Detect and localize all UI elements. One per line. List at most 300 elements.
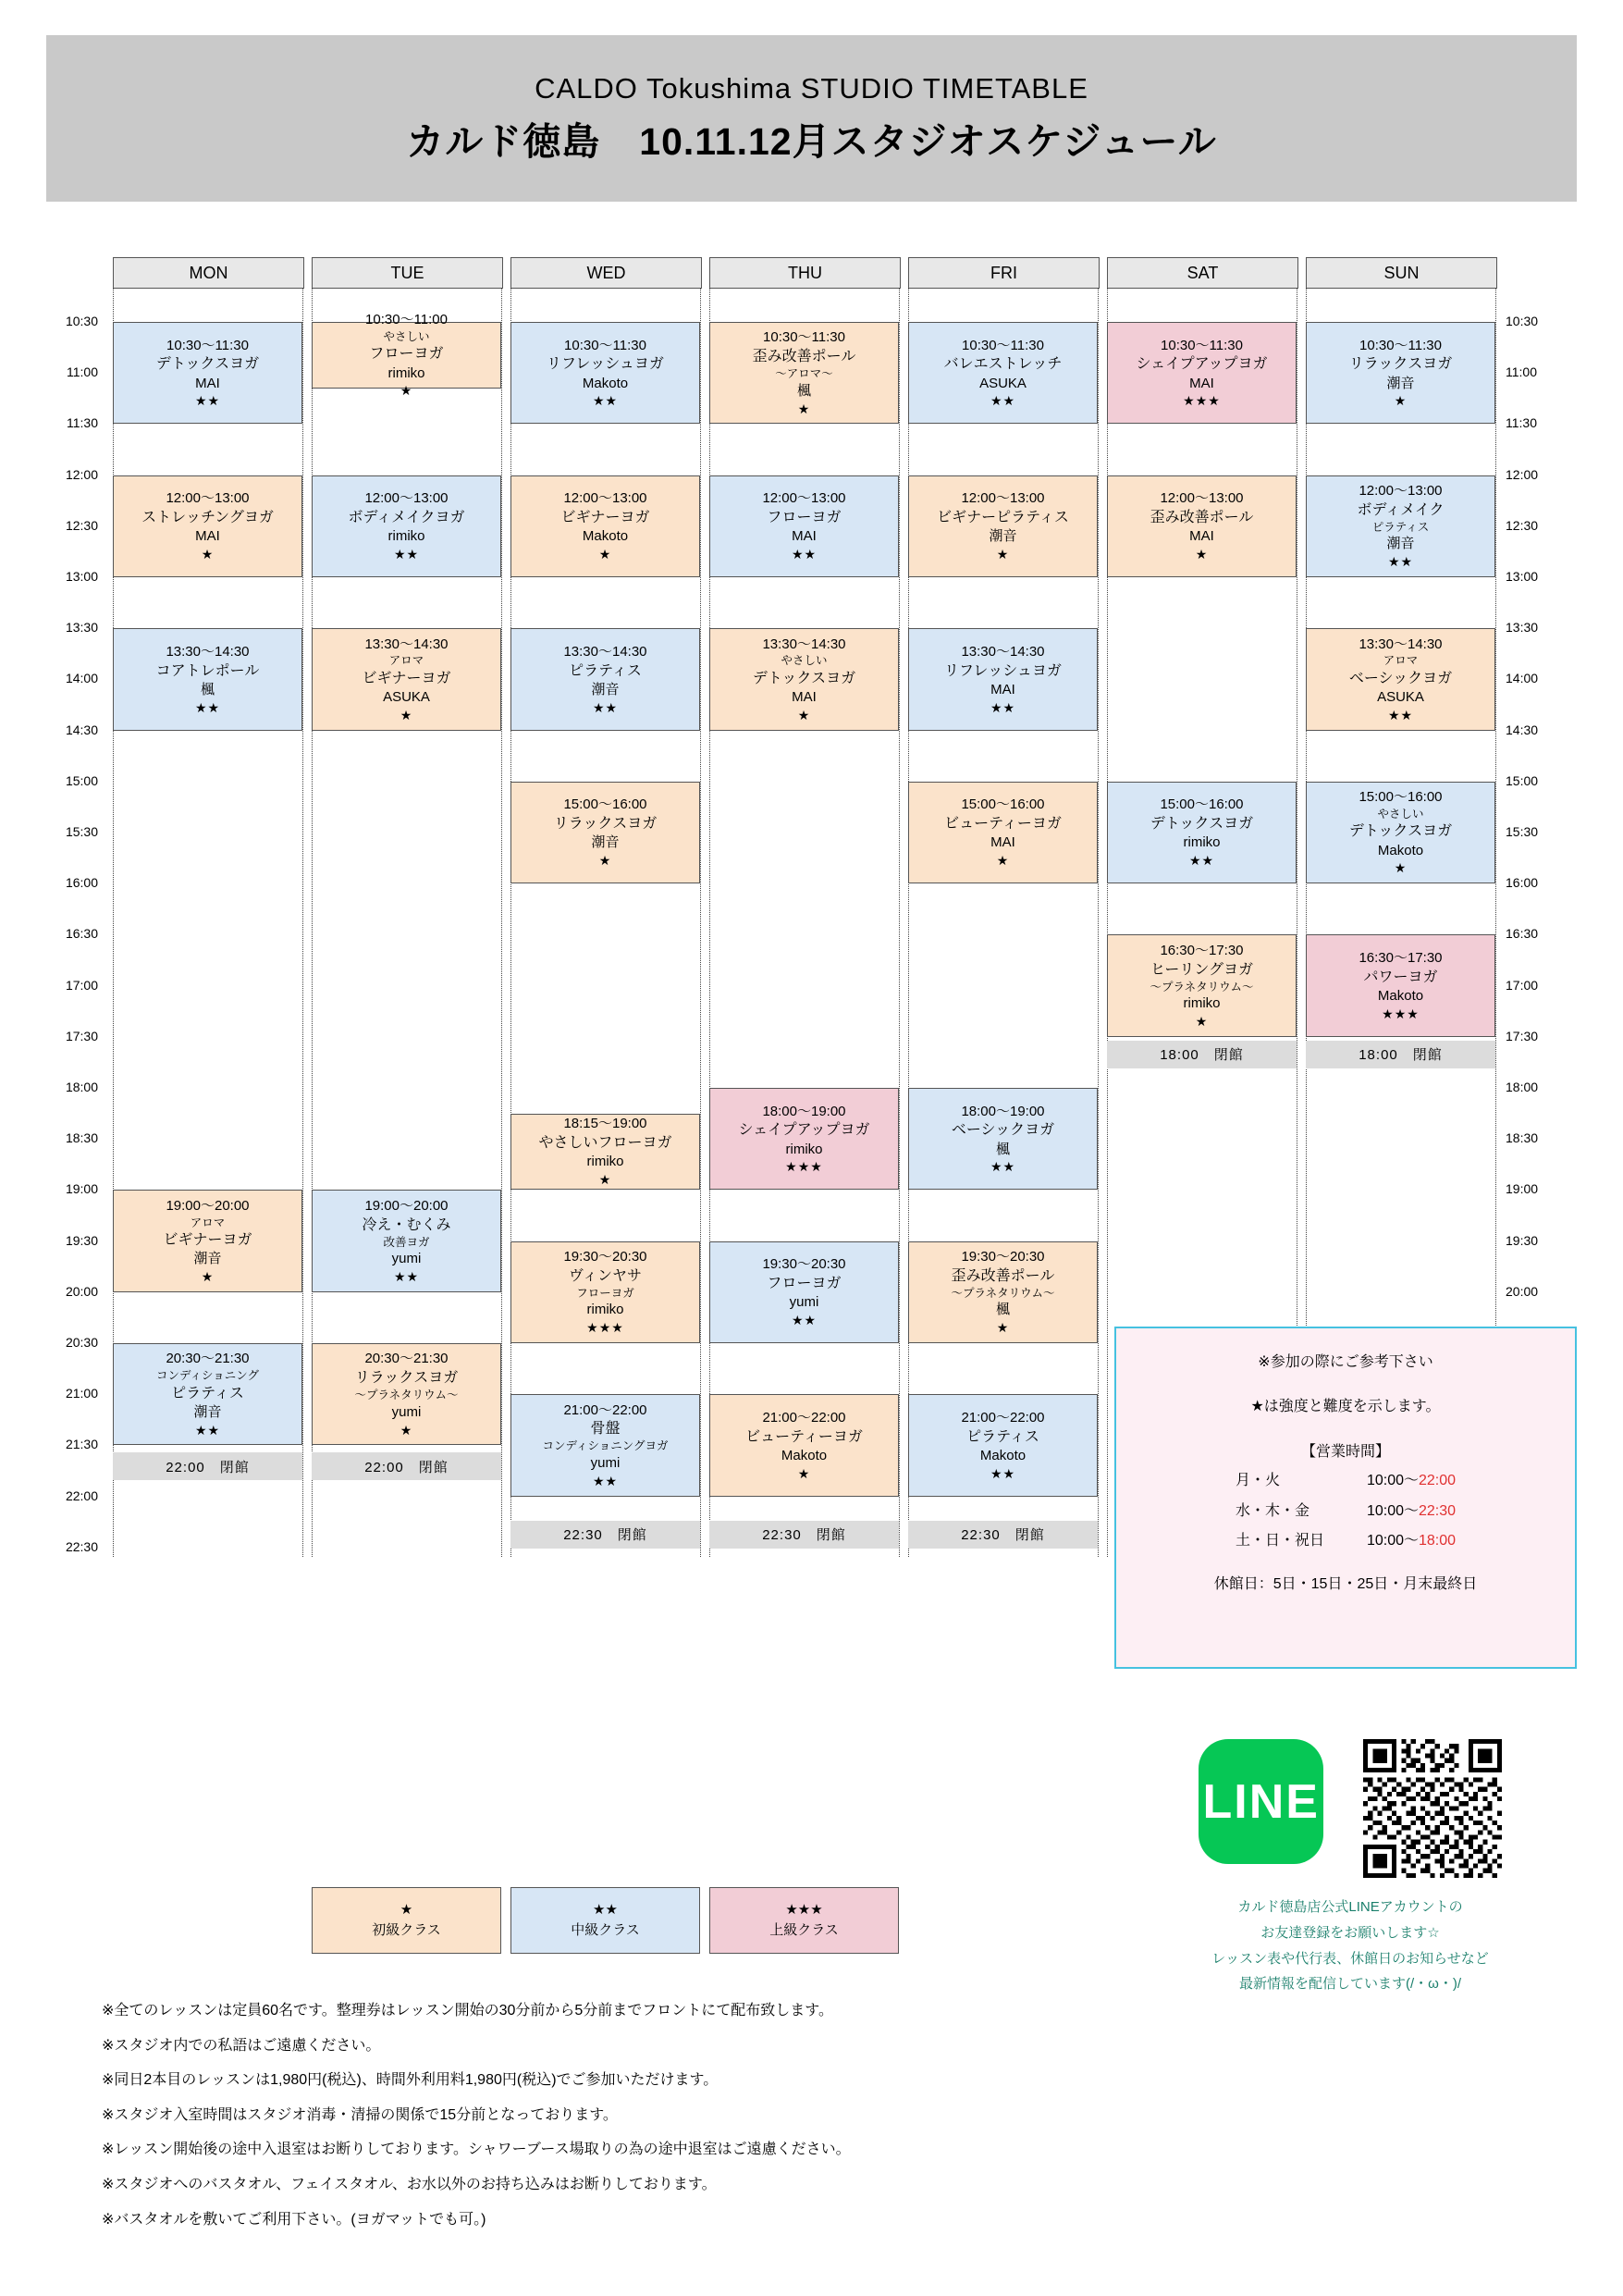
lesson-level-stars: ★★★ bbox=[1382, 1006, 1420, 1021]
lesson-instructor: 楓 bbox=[200, 681, 215, 697]
time-label-right-2000: 20:00 bbox=[1506, 1283, 1539, 1299]
lesson-name: ベーシックヨガ bbox=[951, 1122, 1055, 1139]
line-text-1: お友達登録をお願いします☆ bbox=[1260, 1924, 1440, 1941]
lesson-name: 歪み改善ポール bbox=[1150, 510, 1254, 525]
lesson-instructor: MAI bbox=[990, 834, 1015, 851]
lesson-instructor: rimiko bbox=[586, 1154, 624, 1170]
lesson-time: 10:30～11:30 bbox=[1359, 337, 1442, 353]
hours-close-1: 22:30 bbox=[1419, 1502, 1457, 1519]
time-label-left-2030: 20:30 bbox=[65, 1335, 98, 1350]
lesson-instructor: MAI bbox=[792, 528, 817, 545]
time-label-right-1430: 14:30 bbox=[1506, 722, 1539, 737]
lesson-time: 15:00～16:00 bbox=[563, 796, 647, 813]
time-label-right-1830: 18:30 bbox=[1506, 1130, 1539, 1146]
time-label-left-1400: 14:00 bbox=[65, 671, 98, 686]
note-6: ※バスタオルを敷いてご利用下さい。(ヨガマットでも可。) bbox=[102, 2211, 486, 2228]
legend-stars: ★★★ bbox=[785, 1901, 823, 1918]
time-label-left-1930: 19:30 bbox=[65, 1232, 98, 1248]
lesson-name: パワーヨガ bbox=[1363, 969, 1438, 985]
lesson-level-stars: ★ bbox=[400, 1422, 413, 1438]
lesson-time: 12:00～13:00 bbox=[961, 490, 1045, 507]
lesson-level-stars: ★ bbox=[1394, 860, 1408, 876]
lesson-instructor: MAI bbox=[1189, 528, 1214, 545]
lesson-cell[interactable] bbox=[908, 1394, 1098, 1496]
lesson-name: フローヨガ bbox=[369, 346, 444, 363]
time-label-left-2230: 22:30 bbox=[65, 1538, 98, 1554]
lesson-cell[interactable] bbox=[510, 1241, 700, 1343]
lesson-instructor: Makoto bbox=[1377, 987, 1424, 1004]
legend-label: 中級クラス bbox=[571, 1922, 640, 1938]
lesson-name: バレエストレッチ bbox=[943, 356, 1063, 373]
business-hours-table bbox=[1230, 1466, 1461, 1556]
closing-time-bar: 22:30 閉館 bbox=[908, 1521, 1098, 1549]
lesson-cell[interactable] bbox=[709, 1088, 899, 1190]
lesson-instructor: MAI bbox=[990, 681, 1015, 697]
lesson-time: 10:30～11:30 bbox=[166, 337, 249, 353]
column-divider bbox=[302, 289, 303, 1557]
legend-label: 初級クラス bbox=[372, 1922, 441, 1938]
lesson-name: デトックスヨガ bbox=[155, 356, 260, 373]
closing-time-bar: 18:00 閉館 bbox=[1107, 1041, 1297, 1068]
time-label-right-1530: 15:30 bbox=[1506, 824, 1539, 839]
closing-time-bar: 18:00 閉館 bbox=[1306, 1041, 1495, 1068]
lesson-name: やさしいフローヨガ bbox=[538, 1135, 672, 1152]
legend-item bbox=[312, 1887, 501, 1954]
column-divider bbox=[501, 289, 502, 1557]
info-box bbox=[1114, 1327, 1577, 1669]
time-label-right-1930: 19:30 bbox=[1506, 1232, 1539, 1248]
hours-close-2: 18:00 bbox=[1419, 1532, 1457, 1549]
lesson-instructor: yumi bbox=[590, 1454, 621, 1471]
lesson-instructor: yumi bbox=[391, 1403, 422, 1420]
lesson-time: 10:30～11:30 bbox=[564, 337, 646, 353]
lesson-cell[interactable] bbox=[312, 628, 501, 730]
lesson-time: 15:00～16:00 bbox=[961, 796, 1045, 813]
lesson-cell[interactable] bbox=[510, 782, 700, 883]
time-label-left-1800: 18:00 bbox=[65, 1080, 98, 1094]
time-label-left-1100: 11:00 bbox=[67, 364, 98, 380]
hours-open-2: 10:00～ bbox=[1366, 1532, 1419, 1549]
time-label-right-1500: 15:00 bbox=[1506, 772, 1539, 788]
closing-time-bar: 22:00 閉館 bbox=[312, 1452, 501, 1480]
lesson-name: 歪み改善ポール bbox=[752, 349, 856, 365]
time-label-left-2130: 21:30 bbox=[65, 1437, 98, 1452]
lesson-time: 13:30～14:30 bbox=[1359, 636, 1443, 652]
lesson-name: ヴィンヤサ bbox=[568, 1267, 643, 1284]
time-label-right-1400: 14:00 bbox=[1506, 671, 1539, 686]
lesson-cell[interactable] bbox=[510, 322, 700, 424]
lesson-name: コアトレポール bbox=[155, 662, 260, 679]
lesson-name: 骨盤 bbox=[590, 1421, 621, 1438]
lesson-level-stars: ★ bbox=[400, 707, 413, 722]
time-label-right-1230: 12:30 bbox=[1506, 517, 1539, 533]
lesson-instructor: rimiko bbox=[387, 364, 425, 381]
time-label-left-1700: 17:00 bbox=[65, 977, 98, 993]
lesson-level-stars: ★★ bbox=[990, 1465, 1016, 1481]
time-label-left-2000: 20:00 bbox=[65, 1283, 98, 1299]
lesson-level-stars: ★ bbox=[201, 546, 215, 562]
lesson-instructor: MAI bbox=[195, 375, 220, 391]
lesson-name: リフレッシュヨガ bbox=[547, 356, 664, 373]
lesson-level-stars: ★★ bbox=[1387, 554, 1414, 570]
lesson-level-stars: ★★ bbox=[393, 546, 420, 562]
lesson-name: リラックスヨガ bbox=[354, 1370, 459, 1387]
lesson-cell[interactable] bbox=[908, 628, 1098, 730]
note-4: ※レッスン開始後の途中入退室はお断りしております。シャワーブース場取りの為の途中退室はご遠慮ください。 bbox=[102, 2142, 851, 2158]
time-label-left-1530: 15:30 bbox=[65, 824, 98, 839]
lesson-name: ビギナーヨガ bbox=[560, 510, 650, 525]
lesson-instructor: 楓 bbox=[796, 382, 811, 399]
lesson-cell[interactable] bbox=[312, 475, 501, 577]
lesson-subtitle: アロマ bbox=[388, 654, 424, 668]
lesson-name: シェイプアップヨガ bbox=[1136, 356, 1268, 373]
time-label-right-1630: 16:30 bbox=[1506, 926, 1539, 942]
note-0: ※全てのレッスンは定員60名です。整理券はレッスン開始の30分前から5分前までフロントにて配布致します。 bbox=[102, 2003, 834, 2018]
lesson-subtitle-2: フローヨガ bbox=[576, 1286, 634, 1300]
lesson-time: 13:30～14:30 bbox=[364, 636, 449, 652]
lesson-level-stars: ★★ bbox=[194, 699, 221, 715]
lesson-level-stars: ★★ bbox=[1387, 707, 1414, 722]
lesson-time: 15:00～16:00 bbox=[1359, 789, 1443, 806]
lesson-cell[interactable] bbox=[709, 322, 899, 424]
lesson-time: 12:00～13:00 bbox=[762, 490, 846, 507]
lesson-subtitle: コンディショニング bbox=[155, 1369, 259, 1383]
time-label-left-1500: 15:00 bbox=[65, 772, 98, 788]
lesson-time: 12:00～13:00 bbox=[1160, 490, 1244, 507]
lesson-subtitle-2: ピラティス bbox=[1371, 520, 1430, 534]
lesson-subtitle: アロマ bbox=[1383, 654, 1419, 668]
column-divider bbox=[899, 289, 900, 1557]
lesson-instructor: 潮音 bbox=[193, 1403, 222, 1420]
lesson-time: 10:30～11:30 bbox=[1161, 337, 1243, 353]
lesson-level-stars: ★ bbox=[1195, 546, 1209, 562]
time-label-right-1730: 17:30 bbox=[1506, 1028, 1539, 1043]
lesson-level-stars: ★ bbox=[598, 853, 612, 869]
hours-open-1: 10:00～ bbox=[1366, 1502, 1419, 1519]
lesson-cell[interactable] bbox=[113, 1190, 302, 1291]
lesson-time: 19:30～20:30 bbox=[762, 1256, 846, 1273]
lesson-name: デトックスヨガ bbox=[752, 670, 856, 686]
lesson-cell[interactable] bbox=[510, 1394, 700, 1496]
lesson-level-stars: ★★★ bbox=[785, 1159, 823, 1175]
day-header-fri: FRI bbox=[908, 257, 1100, 289]
time-label-right-1900: 19:00 bbox=[1506, 1181, 1539, 1197]
line-text-3: 最新情報を配信しています(/・ω・)/ bbox=[1238, 1976, 1462, 1993]
line-text-0: カルド徳島店公式LINEアカウントの bbox=[1237, 1899, 1463, 1915]
lesson-time: 10:30～11:00 bbox=[365, 312, 448, 328]
lesson-time: 18:15～19:00 bbox=[563, 1116, 647, 1132]
lesson-time: 12:00～13:00 bbox=[1359, 482, 1443, 499]
lesson-instructor: ASUKA bbox=[383, 688, 430, 705]
lesson-subtitle: アロマ bbox=[190, 1216, 226, 1229]
lesson-instructor: Makoto bbox=[781, 1447, 828, 1463]
header-english-title: CALDO Tokushima STUDIO TIMETABLE bbox=[535, 71, 1088, 105]
lesson-cell[interactable] bbox=[113, 475, 302, 577]
lesson-subtitle-2: ～アロマ～ bbox=[775, 367, 833, 381]
lesson-time: 19:30～20:30 bbox=[961, 1248, 1045, 1265]
legend-stars: ★ bbox=[400, 1901, 413, 1918]
lesson-level-stars: ★★ bbox=[592, 699, 619, 715]
line-logo-icon[interactable]: LINE bbox=[1199, 1739, 1323, 1864]
lesson-cell[interactable] bbox=[908, 475, 1098, 577]
lesson-instructor: MAI bbox=[195, 528, 220, 545]
lesson-instructor: Makoto bbox=[1377, 842, 1424, 858]
time-label-left-1130: 11:30 bbox=[67, 415, 98, 431]
time-label-left-1900: 19:00 bbox=[65, 1181, 98, 1197]
day-header-sat: SAT bbox=[1107, 257, 1298, 289]
lesson-cell[interactable] bbox=[1107, 782, 1297, 883]
time-label-left-1200: 12:00 bbox=[65, 466, 98, 482]
lesson-time: 21:00～22:00 bbox=[762, 1409, 846, 1426]
hours-days-1: 水・木・金 bbox=[1235, 1502, 1309, 1519]
lesson-level-stars: ★★ bbox=[990, 699, 1016, 715]
lesson-subtitle: やさしい bbox=[781, 654, 828, 668]
lesson-subtitle-2: コンディショニングヨガ bbox=[542, 1439, 669, 1453]
holiday-note: 休館日：5日・15日・25日・月末最終日 bbox=[1213, 1576, 1478, 1593]
lesson-cell[interactable] bbox=[113, 628, 302, 730]
lesson-time: 13:30～14:30 bbox=[166, 643, 250, 660]
lesson-instructor: 潮音 bbox=[989, 528, 1017, 545]
lesson-subtitle-2: 改善ヨガ bbox=[383, 1235, 430, 1249]
lesson-cell[interactable] bbox=[709, 475, 899, 577]
lesson-level-stars: ★ bbox=[996, 1320, 1010, 1336]
lesson-name: デトックスヨガ bbox=[1150, 816, 1254, 833]
lesson-time: 16:30～17:30 bbox=[1359, 950, 1443, 966]
lesson-level-stars: ★ bbox=[797, 707, 811, 722]
lesson-cell[interactable] bbox=[1306, 628, 1495, 730]
lesson-level-stars: ★ bbox=[1394, 393, 1408, 409]
lesson-instructor: Makoto bbox=[582, 528, 629, 545]
lesson-cell[interactable] bbox=[113, 322, 302, 424]
lesson-cell[interactable] bbox=[510, 628, 700, 730]
lesson-name: ピラティス bbox=[171, 1385, 244, 1401]
lesson-time: 13:30～14:30 bbox=[762, 636, 846, 652]
note-5: ※スタジオへのバスタオル、フェイスタオル、お水以外のお持ち込みはお断りしております。 bbox=[102, 2176, 717, 2192]
lesson-level-stars: ★★ bbox=[791, 1312, 818, 1327]
lesson-instructor: rimiko bbox=[1183, 834, 1221, 851]
lesson-subtitle-2: ～プラネタリウム～ bbox=[1150, 980, 1254, 994]
lesson-cell[interactable] bbox=[510, 1114, 700, 1191]
lesson-instructor: rimiko bbox=[1183, 995, 1221, 1012]
lesson-cell[interactable] bbox=[510, 475, 700, 577]
lesson-cell[interactable] bbox=[1306, 322, 1495, 424]
lesson-time: 18:00～19:00 bbox=[961, 1103, 1045, 1119]
lesson-cell[interactable] bbox=[1306, 475, 1495, 577]
lesson-name: ビギナーヨガ bbox=[362, 670, 451, 686]
lesson-instructor: 潮音 bbox=[193, 1251, 222, 1267]
lesson-name: 冷え・むくみ bbox=[362, 1216, 451, 1233]
line-promo-text bbox=[1151, 1895, 1549, 1997]
lesson-level-stars: ★ bbox=[797, 401, 811, 416]
closing-time-bar: 22:30 閉館 bbox=[510, 1521, 700, 1549]
line-promo-block bbox=[1151, 1739, 1549, 1997]
lesson-name: ボディメイク bbox=[1357, 501, 1445, 518]
lesson-name: リラックスヨガ bbox=[553, 816, 658, 833]
notes-block bbox=[102, 1994, 1211, 2237]
lesson-level-stars: ★ bbox=[400, 383, 413, 399]
lesson-level-stars: ★ bbox=[797, 1465, 811, 1481]
time-label-left-1730: 17:30 bbox=[65, 1028, 98, 1043]
time-label-left-1030: 10:30 bbox=[65, 314, 98, 328]
day-header-sun: SUN bbox=[1306, 257, 1497, 289]
lesson-instructor: rimiko bbox=[387, 528, 425, 545]
hours-close-0: 22:00 bbox=[1419, 1473, 1457, 1489]
lesson-name: ヒーリングヨガ bbox=[1150, 961, 1254, 978]
lesson-cell[interactable] bbox=[1107, 322, 1297, 424]
header-japanese-title: カルド徳島 10.11.12月スタジオスケジュール bbox=[406, 119, 1217, 163]
lesson-cell[interactable] bbox=[908, 782, 1098, 883]
note-3: ※スタジオ入室時間はスタジオ消毒・清掃の関係で15分前となっております。 bbox=[102, 2106, 618, 2123]
lesson-name: ピラティス bbox=[569, 662, 642, 679]
lesson-level-stars: ★★★ bbox=[1183, 393, 1221, 409]
note-1: ※スタジオ内での私語はご遠慮ください。 bbox=[102, 2037, 381, 2054]
lesson-level-stars: ★ bbox=[201, 1268, 215, 1284]
lesson-name: ビギナーピラティス bbox=[937, 510, 1069, 525]
lesson-cell[interactable] bbox=[908, 1088, 1098, 1190]
time-label-left-1600: 16:00 bbox=[65, 875, 98, 891]
lesson-time: 20:30～21:30 bbox=[364, 1351, 449, 1367]
lesson-instructor: yumi bbox=[789, 1294, 819, 1311]
lesson-time: 13:30～14:30 bbox=[563, 643, 647, 660]
lesson-name: リフレッシュヨガ bbox=[944, 662, 1062, 679]
time-label-left-2100: 21:00 bbox=[65, 1386, 98, 1401]
note-2: ※同日2本目のレッスンは1,980円(税込)、時間外利用料1,980円(税込)でご参加いただけます。 bbox=[102, 2072, 719, 2089]
lesson-level-stars: ★ bbox=[598, 1172, 612, 1188]
lesson-instructor: 潮音 bbox=[1386, 536, 1415, 552]
hours-days-2: 土・日・祝日 bbox=[1235, 1532, 1324, 1549]
lesson-name: ビューティーヨガ bbox=[745, 1428, 863, 1445]
lesson-level-stars: ★★ bbox=[393, 1268, 420, 1284]
lesson-subtitle-2: ～プラネタリウム～ bbox=[951, 1286, 1055, 1300]
lesson-cell[interactable] bbox=[908, 322, 1098, 424]
lesson-instructor: 潮音 bbox=[591, 681, 620, 697]
lesson-instructor: 楓 bbox=[995, 1141, 1010, 1157]
lesson-cell[interactable] bbox=[709, 1394, 899, 1496]
time-label-right-1100: 11:00 bbox=[1506, 364, 1537, 380]
legend-stars: ★★ bbox=[593, 1901, 618, 1918]
legend-item bbox=[510, 1887, 700, 1954]
lesson-instructor: ASUKA bbox=[979, 375, 1027, 391]
day-header-mon: MON bbox=[113, 257, 304, 289]
lesson-subtitle-2: ～プラネタリウム～ bbox=[354, 1389, 459, 1402]
lesson-time: 15:00～16:00 bbox=[1160, 796, 1244, 813]
info-line-1: ※参加の際にご参考下さい bbox=[1258, 1354, 1433, 1370]
time-label-right-1030: 10:30 bbox=[1506, 314, 1539, 328]
business-hours-title: 【営業時間】 bbox=[1300, 1443, 1390, 1460]
lesson-name: ビギナーヨガ bbox=[163, 1232, 252, 1249]
legend-label: 上級クラス bbox=[769, 1922, 839, 1938]
hours-days-0: 月・火 bbox=[1235, 1473, 1280, 1489]
line-text-2: レッスン表や代行表、休館日のお知らせなど bbox=[1211, 1950, 1489, 1967]
lesson-instructor: ASUKA bbox=[1377, 688, 1424, 705]
lesson-name: シェイプアップヨガ bbox=[738, 1122, 870, 1139]
time-label-right-1300: 13:00 bbox=[1506, 569, 1539, 584]
lesson-subtitle: やさしい bbox=[1377, 807, 1424, 821]
lesson-cell[interactable] bbox=[312, 312, 501, 399]
lesson-cell[interactable] bbox=[1107, 475, 1297, 577]
time-label-left-1300: 13:00 bbox=[65, 569, 98, 584]
lesson-level-stars: ★ bbox=[1195, 1013, 1209, 1029]
lesson-instructor: 潮音 bbox=[591, 834, 620, 851]
lesson-level-stars: ★★★ bbox=[586, 1320, 624, 1336]
lesson-time: 12:00～13:00 bbox=[166, 490, 250, 507]
lesson-time: 19:30～20:30 bbox=[563, 1248, 647, 1265]
lesson-cell[interactable] bbox=[709, 628, 899, 730]
lesson-name: デトックスヨガ bbox=[1348, 823, 1453, 840]
lesson-instructor: Makoto bbox=[582, 375, 629, 391]
lesson-instructor: yumi bbox=[391, 1251, 422, 1267]
closing-time-bar: 22:00 閉館 bbox=[113, 1452, 302, 1480]
legend-item bbox=[709, 1887, 899, 1954]
qr-code-icon[interactable] bbox=[1363, 1739, 1502, 1878]
lesson-level-stars: ★★ bbox=[194, 1422, 221, 1438]
time-label-left-1230: 12:30 bbox=[65, 517, 98, 533]
time-label-right-1200: 12:00 bbox=[1506, 466, 1539, 482]
lesson-time: 10:30～11:30 bbox=[763, 329, 845, 346]
lesson-instructor: 潮音 bbox=[1386, 375, 1415, 391]
lesson-cell[interactable] bbox=[1306, 934, 1495, 1036]
lesson-level-stars: ★★ bbox=[990, 1159, 1016, 1175]
day-header-tue: TUE bbox=[312, 257, 503, 289]
lesson-name: ベーシックヨガ bbox=[1348, 670, 1453, 686]
lesson-level-stars: ★★ bbox=[1188, 853, 1215, 869]
lesson-time: 12:00～13:00 bbox=[364, 490, 449, 507]
time-label-left-1830: 18:30 bbox=[65, 1130, 98, 1146]
lesson-time: 18:00～19:00 bbox=[762, 1103, 846, 1119]
time-label-right-1800: 18:00 bbox=[1506, 1080, 1539, 1094]
lesson-time: 16:30～17:30 bbox=[1160, 942, 1244, 958]
lesson-instructor: Makoto bbox=[979, 1447, 1027, 1463]
lesson-instructor: MAI bbox=[1189, 375, 1214, 391]
lesson-name: ストレッチングヨガ bbox=[141, 510, 274, 525]
lesson-time: 10:30～11:30 bbox=[962, 337, 1044, 353]
time-label-right-1130: 11:30 bbox=[1506, 415, 1537, 431]
lesson-cell[interactable] bbox=[1107, 934, 1297, 1036]
lesson-level-stars: ★★ bbox=[592, 1473, 619, 1488]
time-label-left-1430: 14:30 bbox=[65, 722, 98, 737]
lesson-name: ピラティス bbox=[966, 1428, 1039, 1445]
lesson-level-stars: ★★ bbox=[791, 546, 818, 562]
lesson-level-stars: ★★ bbox=[990, 393, 1016, 409]
lesson-subtitle: やさしい bbox=[383, 329, 430, 343]
lesson-time: 13:30～14:30 bbox=[961, 643, 1045, 660]
lesson-instructor: rimiko bbox=[586, 1302, 624, 1318]
lesson-name: リラックスヨガ bbox=[1348, 356, 1453, 373]
lesson-instructor: 楓 bbox=[995, 1302, 1010, 1318]
lesson-cell[interactable] bbox=[1306, 782, 1495, 883]
lesson-level-stars: ★ bbox=[996, 546, 1010, 562]
lesson-level-stars: ★★ bbox=[194, 393, 221, 409]
lesson-cell[interactable] bbox=[312, 1190, 501, 1291]
lesson-cell[interactable] bbox=[709, 1241, 899, 1343]
lesson-time: 20:30～21:30 bbox=[166, 1351, 250, 1367]
day-header-wed: WED bbox=[510, 257, 702, 289]
lesson-cell[interactable] bbox=[312, 1343, 501, 1445]
lesson-time: 19:00～20:00 bbox=[166, 1197, 250, 1214]
lesson-cell[interactable] bbox=[908, 1241, 1098, 1343]
lesson-cell[interactable] bbox=[113, 1343, 302, 1445]
lesson-level-stars: ★ bbox=[598, 546, 612, 562]
lesson-level-stars: ★ bbox=[996, 853, 1010, 869]
column-divider bbox=[1098, 289, 1099, 1557]
closing-time-bar: 22:30 閉館 bbox=[709, 1521, 899, 1549]
lesson-name: ボディメイクヨガ bbox=[348, 510, 465, 525]
day-header-thu: THU bbox=[709, 257, 901, 289]
lesson-name: ビューティーヨガ bbox=[944, 816, 1062, 833]
lesson-instructor: MAI bbox=[792, 688, 817, 705]
lesson-time: 19:00～20:00 bbox=[364, 1197, 449, 1214]
time-label-right-1700: 17:00 bbox=[1506, 977, 1539, 993]
